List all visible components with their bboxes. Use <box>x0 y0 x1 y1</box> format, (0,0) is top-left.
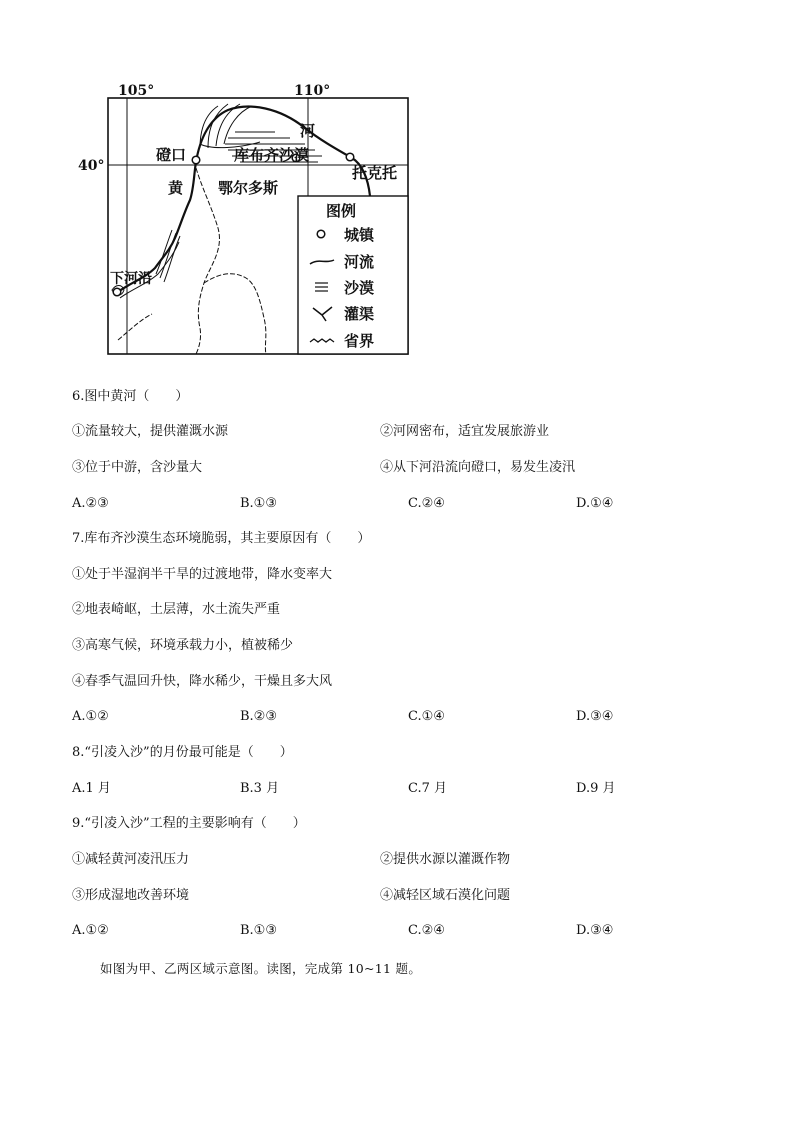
q9-option-a[interactable]: A.①② <box>72 923 109 938</box>
q9-statement-1: ①减轻黄河凌汛压力 <box>72 852 190 867</box>
legend-item-river: 河流 <box>344 253 375 271</box>
q9-option-d[interactable]: D.③④ <box>576 923 614 938</box>
label-dengkou: 磴口 <box>156 146 187 164</box>
question-8-stem: 8.“引凌入沙”的月份最可能是（ ） <box>72 745 293 760</box>
intro-text-10-11: 如图为甲、乙两区域示意图。读图，完成第 10~11 题。 <box>100 961 422 976</box>
town-dengkou <box>192 156 200 164</box>
legend-item-town: 城镇 <box>344 226 375 244</box>
q6-option-d[interactable]: D.①④ <box>576 496 614 511</box>
q6-statement-3: ③位于中游，含沙量大 <box>72 460 203 475</box>
q9-statement-3: ③形成湿地改善环境 <box>72 888 190 903</box>
legend-town-icon <box>317 230 325 238</box>
q7-option-b[interactable]: B.②③ <box>240 709 277 724</box>
q6-statement-1: ①流量较大，提供灌溉水源 <box>72 424 229 439</box>
question-9-stem: 9.“引凌入沙”工程的主要影响有（ ） <box>72 816 306 831</box>
label-ordos: 鄂尔多斯 <box>218 179 279 197</box>
lon-105-label: 105° <box>118 83 155 99</box>
label-kubuqi: 库布齐沙漠 <box>234 146 310 164</box>
label-he: 河 <box>300 122 316 140</box>
q7-option-c[interactable]: C.①④ <box>408 709 445 724</box>
q6-option-a[interactable]: A.②③ <box>72 496 109 511</box>
town-xiaheyan <box>113 288 121 296</box>
q6-statement-2: ②河网密布，适宜发展旅游业 <box>380 424 550 439</box>
q7-statement-3: ③高寒气候，环境承载力小，植被稀少 <box>72 638 294 653</box>
lat-40-label: 40° <box>78 158 105 174</box>
question-7-stem: 7.库布齐沙漠生态环境脆弱，其主要原因有（ ） <box>72 531 371 546</box>
q7-statement-2: ②地表崎岖，土层薄，水土流失严重 <box>72 602 281 617</box>
q9-option-b[interactable]: B.①③ <box>240 923 277 938</box>
legend-title: 图例 <box>326 202 357 220</box>
q7-statement-4: ④春季气温回升快，降水稀少，干燥且多大风 <box>72 674 333 689</box>
q9-statement-4: ④减轻区域石漠化问题 <box>380 888 511 903</box>
label-tuoketuo: 托克托 <box>352 164 398 182</box>
q6-option-b[interactable]: B.①③ <box>240 496 277 511</box>
q8-option-c[interactable]: C.7 月 <box>408 781 448 796</box>
q6-option-c[interactable]: C.②④ <box>408 496 445 511</box>
town-tuoketuo <box>346 153 354 161</box>
q7-option-d[interactable]: D.③④ <box>576 709 614 724</box>
legend-item-boundary: 省界 <box>344 332 375 350</box>
q9-statement-2: ②提供水源以灌溉作物 <box>380 852 511 867</box>
question-6-stem: 6.图中黄河（ ） <box>72 389 189 404</box>
legend <box>298 196 408 354</box>
legend-item-canal: 灌渠 <box>344 305 375 323</box>
q6-statement-4: ④从下河沿流向磴口，易发生凌汛 <box>380 460 576 475</box>
lon-110-label: 110° <box>294 83 331 99</box>
legend-item-desert: 沙漠 <box>344 279 375 297</box>
label-xiaheyan: 下河沿 <box>110 271 152 287</box>
q9-option-c[interactable]: C.②④ <box>408 923 445 938</box>
map-figure <box>78 78 420 360</box>
q8-option-b[interactable]: B.3 月 <box>240 781 280 796</box>
q8-option-d[interactable]: D.9 月 <box>576 781 616 796</box>
q7-option-a[interactable]: A.①② <box>72 709 109 724</box>
q7-statement-1: ①处于半湿润半干旱的过渡地带，降水变率大 <box>72 567 333 582</box>
label-huang: 黄 <box>168 179 184 197</box>
q8-option-a[interactable]: A.1 月 <box>72 781 111 796</box>
